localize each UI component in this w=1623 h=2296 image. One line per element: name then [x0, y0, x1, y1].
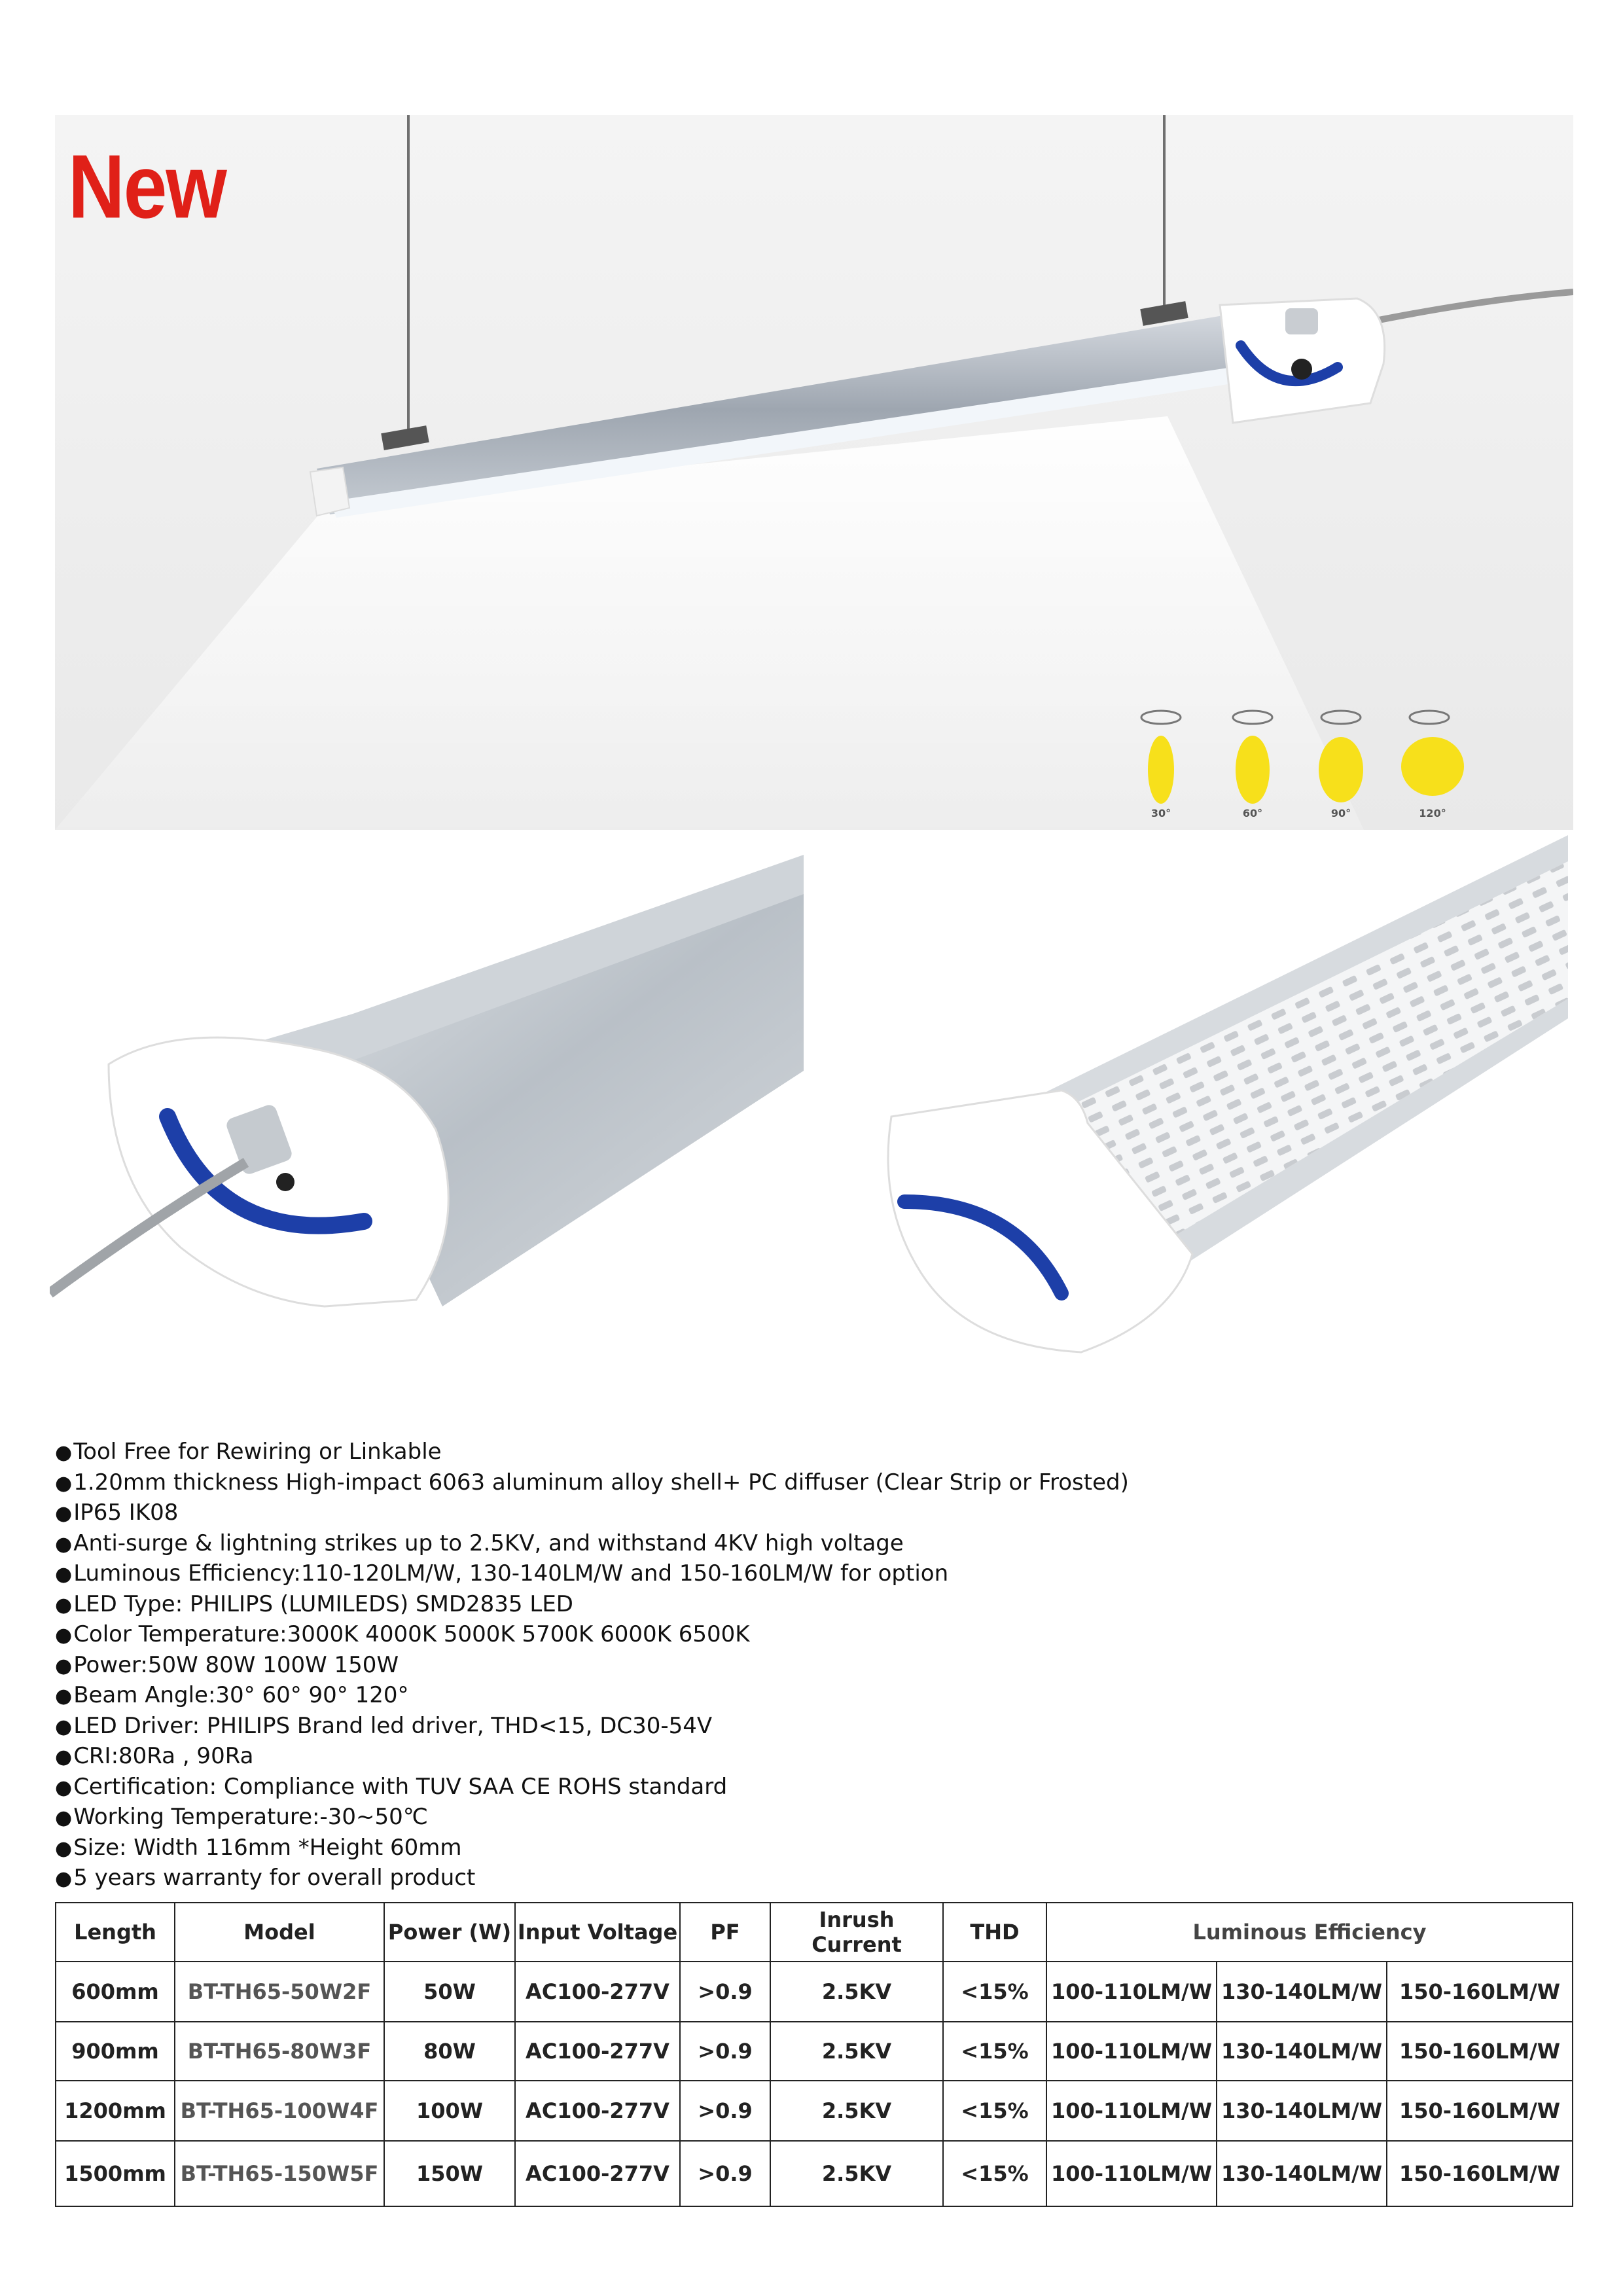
cell-input-voltage: AC100-277V: [515, 2081, 680, 2141]
cell-length: 1500mm: [56, 2141, 175, 2206]
cell-length: 600mm: [56, 1962, 175, 2022]
feature-item: ● 5 years warranty for overall product: [55, 1863, 1573, 1894]
cell-efficiency-high: 150-160LM/W: [1387, 2141, 1573, 2206]
table-row: [56, 2081, 1573, 2141]
header-thd: THD: [943, 1903, 1046, 1962]
led-strip-photo: [865, 835, 1568, 1357]
cell-pf: >0.9: [680, 2022, 770, 2081]
cell-efficiency-mid: 130-140LM/W: [1217, 2022, 1387, 2081]
cell-efficiency-mid: 130-140LM/W: [1217, 1962, 1387, 2022]
cell-thd: <15%: [943, 1962, 1046, 2022]
feature-list: [55, 1437, 1573, 1894]
cell-model: BT-TH65-100W4F: [175, 2081, 384, 2141]
cell-efficiency-low: 100-110LM/W: [1046, 1962, 1217, 2022]
beam-label-60: 60°: [1242, 807, 1263, 819]
new-badge: New: [68, 136, 226, 238]
beam-label-90: 90°: [1330, 807, 1351, 819]
cell-power: 50W: [384, 1962, 515, 2022]
cell-thd: <15%: [943, 2022, 1046, 2081]
led-strip-illustration: [865, 835, 1568, 1357]
cell-model: BT-TH65-50W2F: [175, 1962, 384, 2022]
cell-power: 150W: [384, 2141, 515, 2206]
cell-input-voltage: AC100-277V: [515, 1962, 680, 2022]
cell-length: 1200mm: [56, 2081, 175, 2141]
feature-item: ● Luminous Efficiency:110-120LM/W, 130-140LM/W and 150-160LM/W for option: [55, 1559, 1573, 1590]
cell-efficiency-high: 150-160LM/W: [1387, 2022, 1573, 2081]
beam-label-30: 30°: [1150, 807, 1171, 819]
cell-efficiency-low: 100-110LM/W: [1046, 2141, 1217, 2206]
header-pf: PF: [680, 1903, 770, 1962]
table-row: [56, 2141, 1573, 2206]
cell-efficiency-mid: 130-140LM/W: [1217, 2081, 1387, 2141]
cell-pf: >0.9: [680, 1962, 770, 2022]
spec-table: [55, 1902, 1573, 2207]
table-row: [56, 2022, 1573, 2081]
cell-inrush-current: 2.5KV: [770, 2022, 943, 2081]
hero-image: [55, 115, 1573, 830]
header-model: Model: [175, 1903, 384, 1962]
cell-efficiency-mid: 130-140LM/W: [1217, 2141, 1387, 2206]
cell-efficiency-low: 100-110LM/W: [1046, 2081, 1217, 2141]
cell-inrush-current: 2.5KV: [770, 1962, 943, 2022]
feature-item: ● Working Temperature:-30~50℃: [55, 1803, 1573, 1833]
cell-pf: >0.9: [680, 2081, 770, 2141]
end-cap-photo: [50, 855, 804, 1335]
cell-input-voltage: AC100-277V: [515, 2022, 680, 2081]
end-cap-illustration: [50, 855, 804, 1335]
header-power: Power (W): [384, 1903, 515, 1962]
cell-thd: <15%: [943, 2081, 1046, 2141]
cell-model: BT-TH65-150W5F: [175, 2141, 384, 2206]
cell-model: BT-TH65-80W3F: [175, 2022, 384, 2081]
cell-inrush-current: 2.5KV: [770, 2141, 943, 2206]
cell-efficiency-high: 150-160LM/W: [1387, 2081, 1573, 2141]
feature-item: ● Size: Width 116mm *Height 60mm: [55, 1833, 1573, 1864]
feature-item: ● IP65 IK08: [55, 1498, 1573, 1529]
header-length: Length: [56, 1903, 175, 1962]
cell-power: 100W: [384, 2081, 515, 2141]
feature-item: ● CRI:80Ra , 90Ra: [55, 1742, 1573, 1772]
linear-light-illustration: [55, 115, 1573, 830]
feature-item: ● Beam Angle:30° 60° 90° 120°: [55, 1681, 1573, 1712]
beam-label-120: 120°: [1419, 807, 1446, 819]
header-input-voltage: Input Voltage: [515, 1903, 680, 1962]
table-row: [56, 1962, 1573, 2022]
cell-thd: <15%: [943, 2141, 1046, 2206]
cell-input-voltage: AC100-277V: [515, 2141, 680, 2206]
cell-pf: >0.9: [680, 2141, 770, 2206]
cell-length: 900mm: [56, 2022, 175, 2081]
feature-item: ● Color Temperature:3000K 4000K 5000K 5700K 6000K 6500K: [55, 1620, 1573, 1651]
feature-item: ● LED Driver: PHILIPS Brand led driver, THD<15, DC30-54V: [55, 1712, 1573, 1742]
feature-item: ● Certification: Compliance with TUV SAA CE ROHS standard: [55, 1772, 1573, 1803]
feature-item: ● Anti-surge & lightning strikes up to 2.5KV, and withstand 4KV high voltage: [55, 1529, 1573, 1560]
feature-item: ● Tool Free for Rewiring or Linkable: [55, 1437, 1573, 1468]
table-header-row: [56, 1903, 1573, 1962]
feature-item: ● LED Type: PHILIPS (LUMILEDS) SMD2835 LED: [55, 1590, 1573, 1621]
header-luminous-efficiency: Luminous Efficiency: [1046, 1903, 1573, 1962]
feature-item: ● 1.20mm thickness High-impact 6063 aluminum alloy shell+ PC diffuser (Clear Strip or Frosted): [55, 1468, 1573, 1499]
cell-power: 80W: [384, 2022, 515, 2081]
cell-efficiency-low: 100-110LM/W: [1046, 2022, 1217, 2081]
feature-item: ● Power:50W 80W 100W 150W: [55, 1651, 1573, 1681]
cell-efficiency-high: 150-160LM/W: [1387, 1962, 1573, 2022]
header-inrush-current: Inrush Current: [770, 1903, 943, 1962]
cell-inrush-current: 2.5KV: [770, 2081, 943, 2141]
